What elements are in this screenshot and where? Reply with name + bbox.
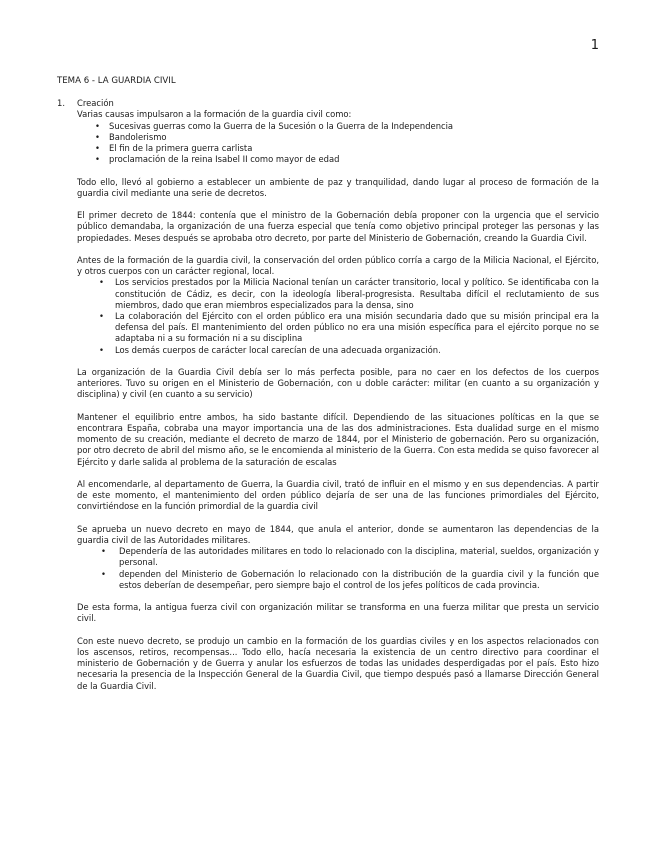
paragraph: Mantener el equilibrio entre ambos, ha sido bastante difícil. Dependiendo de las situaciones políticas en la que se encontrara España, cobraba una mayor importancia una de las dos administraciones. Esta dualidad surge en el mismo momento de su creación, mediante el decreto de marzo de 1844, por el Ministerio de gobernación. Pero su organización, por otro decreto de abril del mismo año, se le encomienda al ministerio de la Guerra. Con esta medida se quiso favorecer al Ejército y darle salida al problema de la saturación de escalas (77, 411, 599, 467)
section-title: Creación (77, 98, 114, 109)
list-item: • dependen del Ministerio de Gobernación lo relacionado con la distribución de la guardia civil y la función que estos deberían de desempeñar, pero siempre bajo el control de los jefes políticos de cada provincia. (77, 569, 599, 591)
list-item: • proclamación de la reina Isabel II como mayor de edad (77, 154, 599, 165)
list-item: • Los demás cuerpos de carácter local carecían de una adecuada organización. (77, 345, 599, 356)
section-content (77, 109, 599, 691)
paragraph: De esta forma, la antigua fuerza civil con organización militar se transforma en una fuerza militar que presta un servicio civil. (77, 602, 599, 624)
paragraph: El primer decreto de 1844: contenía que el ministro de la Gobernación debía proponer con la urgencia que el servicio público demandaba, la organización de una fuerza especial que tenía como objetivo principal proteger las personas y las propiedades. Meses después se aprobaba otro decreto, por parte del Ministerio de Gobernación, creando la Guardia Civil. (77, 210, 599, 243)
causes-intro: Varias causas impulsaron a la formación de la guardia civil como: (77, 109, 352, 120)
list-item: • La colaboración del Ejército con el orden público era una misión secundaria dado que su misión principal era la defensa del país. El mantenimiento del orden público no era una misión específica para el ejército porque no se adaptaba ni a su formación ni a su disciplina (77, 311, 599, 345)
list-item: • Los servicios prestados por la Milicia Nacional tenían un carácter transitorio, local y político. Se identificaba con la constitución de Cádiz, es decir, con la ideología liberal-progresista. Resultaba difícil el reclutamiento de sus miembros, dado que eran miembros especializados para la densa, sino (77, 277, 599, 311)
paragraph: Se aprueba un nuevo decreto en mayo de 1844, que anula el anterior, donde se aumentaron las dependencias de la guardia civil de las Autoridades militares. (77, 523, 599, 546)
paragraph: Todo ello, llevó al gobierno a establecer un ambiente de paz y tranquilidad, dando lugar al proceso de formación de la guardia civil mediante una serie de decretos. (77, 176, 599, 198)
paragraph: Antes de la formación de la guardia civil, la conservación del orden público corría a cargo de la Milicia Nacional, el Ejército, y otros cuerpos con un carácter regional, local. (77, 255, 599, 277)
forces-list (77, 277, 599, 355)
paragraph: Con este nuevo decreto, se produjo un cambio en la formación de los guardias civiles y en los aspectos relacionados con los ascensos, retiros, recompensas... Todo ello, hacía necesaria la existencia de un centro directivo para coordinar el ministerio de Gobernación y de Guerra y anular los esfuerzos de todas las unidades desperdigadas por el país. Esto hizo necesaria la presencia de la Inspección General de la Guardia Civil, que tiempo después pasó a llamarse Dirección General de la Guardia Civil. (77, 635, 599, 691)
paragraph: Al encomendarle, al departamento de Guerra, la Guardia civil, trató de influir en el mismo y en sus dependencias. A partir de este momento, el mantenimiento del orden público dejaría de ser una de las funciones primordiales del Ejército, convirtiéndose en la función primordial de la guardia civil (77, 479, 599, 512)
section-heading (57, 98, 599, 109)
page-number: 1 (590, 38, 599, 53)
dependencies-list (77, 546, 599, 591)
section-number: 1. (57, 98, 65, 109)
causes-list (77, 121, 599, 166)
document-body (57, 76, 599, 692)
list-item: • Bandolerismo (77, 132, 599, 143)
list-item: • Dependería de las autoridades militares en todo lo relacionado con la disciplina, material, sueldos, organización y personal. (77, 546, 599, 568)
list-item: • El fin de la primera guerra carlista (77, 143, 599, 154)
paragraph: La organización de la Guardia Civil debía ser lo más perfecta posible, para no caer en los defectos de los cuerpos anteriores. Tuvo su origen en el Ministerio de Gobernación, con u doble carácter: militar (en cuanto a su organización y disciplina) y civil (en cuanto a su servicio) (77, 367, 599, 400)
list-item: • Sucesivas guerras como la Guerra de la Sucesión o la Guerra de la Independencia (77, 121, 599, 132)
document-title: TEMA 6 - LA GUARDIA CIVIL (57, 76, 176, 86)
